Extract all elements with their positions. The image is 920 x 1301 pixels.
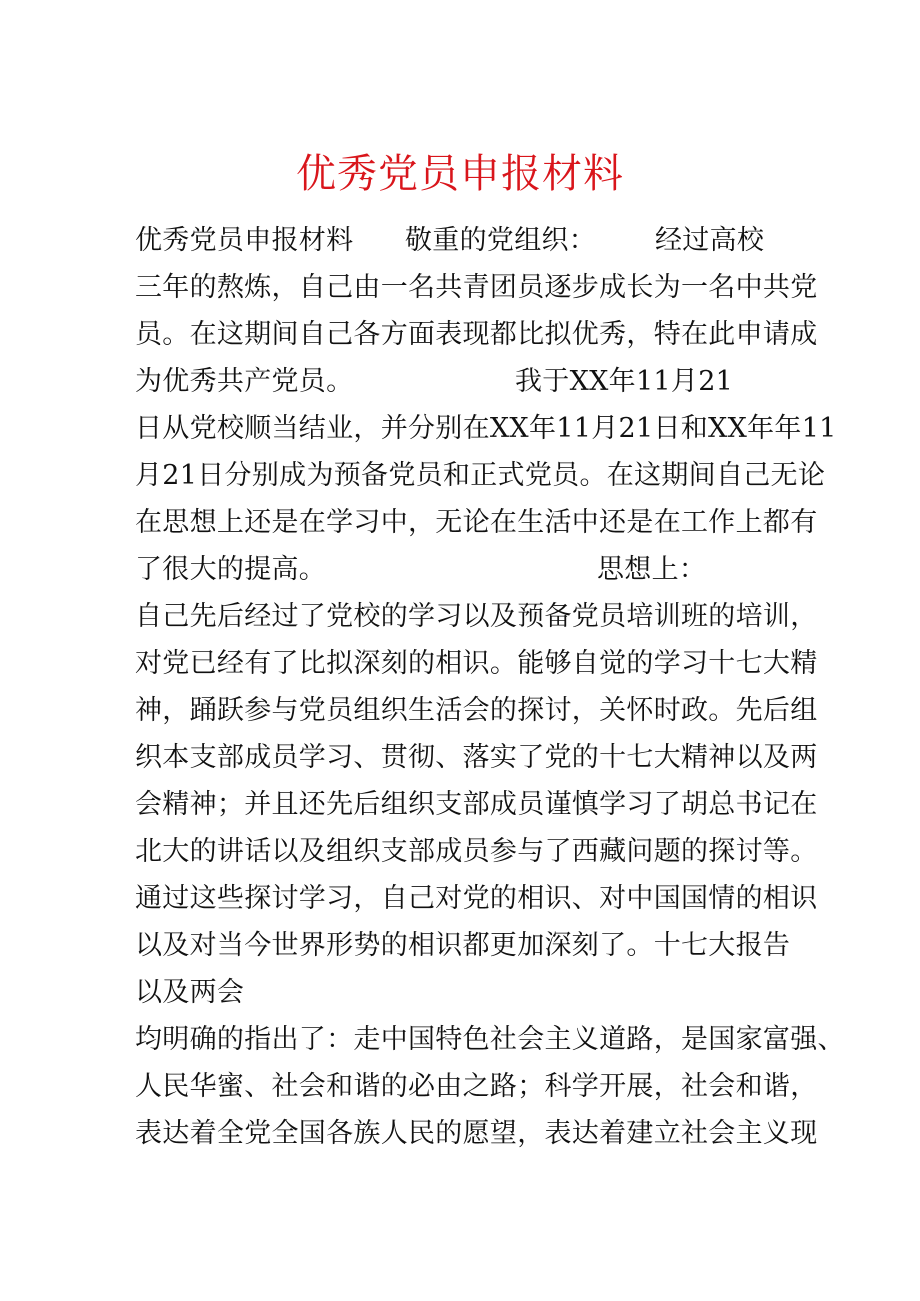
- text-line: [135, 546, 790, 593]
- text-segment: 日从党校顺当结业，并分别在XX年11月21日和XX年年11: [135, 413, 837, 444]
- text-line: [135, 875, 818, 922]
- text-segment: 均明确的指出了：走中国特色社会主义道路，是国家富强、: [135, 1024, 845, 1055]
- text-segment: 自己先后经过了党校的学习以及预备党员培训班的培训，: [135, 601, 818, 632]
- text-segment: 织本支部成员学习、贯彻、落实了党的十七大精神以及两: [135, 742, 818, 773]
- text-segment: 敬重的党组织：: [405, 225, 597, 256]
- text-segment: 为优秀共产党员。: [135, 366, 354, 397]
- text-segment: 会精神；并且还先后组织支部成员谨慎学习了胡总书记在: [135, 789, 818, 820]
- text-line: [135, 640, 818, 687]
- text-line: [135, 405, 837, 452]
- text-segment: 思想上：: [597, 554, 707, 585]
- text-segment: 三年的熬炼，自己由一名共青团员逐步成长为一名中共党: [135, 272, 818, 303]
- text-segment: 优秀党员申报材料: [135, 225, 354, 256]
- text-line: [135, 969, 790, 1016]
- text-line: [135, 499, 818, 546]
- document-title: 优秀党员申报材料: [296, 151, 624, 197]
- text-segment: 通过这些探讨学习，自己对党的相识、对中国国情的相识: [135, 883, 818, 914]
- text-line: [135, 828, 818, 875]
- text-line: [135, 217, 790, 264]
- text-segment: 经过高校: [655, 225, 765, 256]
- text-line: [135, 781, 818, 828]
- text-segment: 了很大的提高。: [135, 554, 327, 585]
- text-line: [135, 593, 818, 640]
- text-segment: 月21日分别成为预备党员和正式党员。在这期间自己无论: [135, 460, 826, 491]
- text-line: [135, 311, 818, 358]
- text-segment: 对党已经有了比拟深刻的相识。能够自觉的学习十七大精: [135, 648, 818, 679]
- text-line: [135, 1063, 818, 1110]
- text-line: [135, 1110, 818, 1157]
- document-body: [135, 217, 845, 1157]
- text-segment: 在思想上还是在学习中，无论在生活中还是在工作上都有: [135, 507, 818, 538]
- text-line: [135, 452, 826, 499]
- text-line: [135, 1016, 845, 1063]
- text-segment: 神，踊跃参与党员组织生活会的探讨，关怀时政。先后组: [135, 695, 818, 726]
- text-segment: 以及两会: [135, 977, 245, 1008]
- text-line: [135, 687, 818, 734]
- text-line: [135, 734, 818, 781]
- text-segment: 我于XX年11月21: [515, 366, 734, 397]
- text-segment: 北大的讲话以及组织支部成员参与了西藏问题的探讨等。: [135, 836, 818, 867]
- text-segment: 人民华蜜、社会和谐的必由之路；科学开展，社会和谐，: [135, 1071, 818, 1102]
- text-line: [135, 264, 818, 311]
- text-segment: 以及对当今世界形势的相识都更加深刻了。十七大报告: [135, 930, 791, 961]
- text-segment: 员。在这期间自己各方面表现都比拟优秀，特在此申请成: [135, 319, 818, 350]
- text-segment: 表达着全党全国各族人民的愿望，表达着建立社会主义现: [135, 1118, 818, 1149]
- text-line: [135, 358, 790, 405]
- text-line: [135, 922, 790, 969]
